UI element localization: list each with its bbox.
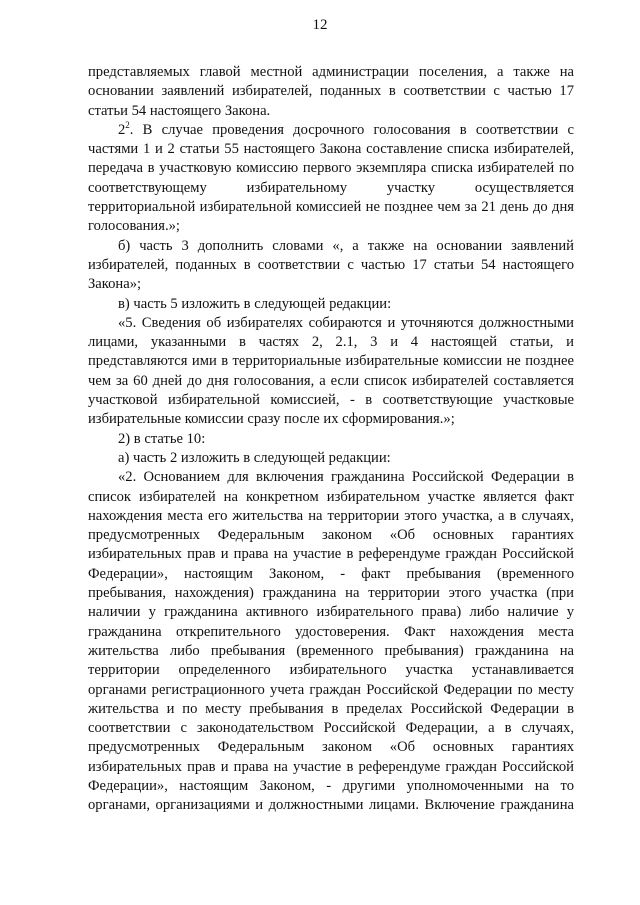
line-text: соответствии с законодательством Российской Федерации, а в случаях,	[88, 720, 574, 737]
line-text: пребывания, нахождения) гражданина на территории этого участка (при	[88, 585, 574, 602]
line-text: представляемых главой местной администрации поселения, а также на	[88, 64, 574, 80]
line-text: «5. Сведения об избирателях собираются и уточняются должностными	[118, 314, 574, 331]
text-line	[88, 507, 574, 526]
text-line	[88, 430, 574, 449]
paragraph	[88, 121, 574, 237]
paragraph	[88, 468, 574, 815]
text-line	[88, 758, 574, 777]
paragraph	[88, 237, 574, 295]
text-line	[88, 102, 574, 121]
text-line	[88, 584, 574, 603]
page-number: 12	[312, 17, 328, 33]
text-line	[88, 179, 574, 198]
text-line	[88, 719, 574, 738]
paragraph	[88, 314, 574, 430]
text-line	[88, 661, 574, 680]
line-text: участковой избирательной комиссией, - в соответствующие участковые	[88, 392, 574, 409]
line-text: гражданина открепительного удостоверения. Факт нахождения места	[88, 623, 574, 640]
line-text: соответствующему избирательному участку осуществляется	[88, 179, 574, 196]
line-text: Закона»;	[88, 276, 142, 293]
line-text: чем за 60 дней до дня голосования, а если список избирателей составляется	[88, 372, 574, 389]
line-text: лицами, указанными в частях 2, 2.1, 3 и 4 настоящей статьи, и	[88, 334, 574, 351]
text-line	[88, 63, 574, 82]
text-line	[88, 333, 574, 352]
text-line	[88, 488, 574, 507]
text-line	[88, 237, 574, 256]
text-line	[88, 603, 574, 622]
text-line	[88, 777, 574, 796]
line-text: частями 1 и 2 статьи 55 настоящего Закона составление списка избирателей,	[88, 141, 574, 158]
text-line	[88, 545, 574, 564]
text-line	[88, 198, 574, 217]
line-text: предусмотренных Федеральным законом «Об основных гарантиях	[88, 527, 574, 544]
line-text: «2. Основанием для включения гражданина Российской Федерации в	[118, 469, 574, 486]
line-text: избирательных прав и права на участие в референдуме граждан Российской	[88, 546, 574, 563]
line-text: представляются ими в территориальные избирательные комиссии не позднее	[88, 353, 574, 370]
text-line	[88, 468, 574, 487]
text-line	[88, 121, 574, 140]
text-line	[88, 642, 574, 661]
line-text: предусмотренных Федеральным законом «Об основных гарантиях	[88, 739, 574, 756]
line-text: избирателей, поданных в соответствии с частью 17 статьи 54 настоящего	[88, 256, 574, 273]
line-text: нахождения места его жительства на территории этого участка, а в случаях,	[88, 507, 574, 524]
paragraph	[88, 449, 574, 468]
line-text: органами регистрационного учета граждан Российской Федерации по месту	[88, 681, 574, 698]
text-line	[88, 295, 574, 314]
text-line	[88, 372, 574, 391]
text-line	[88, 738, 574, 757]
line-text: наличии у гражданина активного избирательного права) либо наличие у	[88, 604, 574, 621]
line-text: Федерации», настоящим Законом, - факт пребывания (временного	[88, 565, 574, 582]
line-text: территории определенного избирательного участка устанавливается	[88, 662, 574, 679]
text-line	[88, 159, 574, 178]
line-text: статьи 54 настоящего Закона.	[88, 102, 271, 119]
line-text: а) часть 2 изложить в следующей редакции:	[118, 449, 391, 466]
document-body	[88, 63, 574, 816]
text-line	[88, 217, 574, 236]
text-line	[88, 256, 574, 275]
line-text: органами, организациями и должностными лицами. Включение гражданина	[88, 797, 574, 814]
line-text: . В случае проведения досрочного голосования в соответствии с	[129, 121, 574, 138]
text-line	[88, 82, 574, 101]
paragraph	[88, 63, 574, 121]
clause-number-superscript: 2	[125, 120, 130, 131]
paragraph	[88, 430, 574, 449]
text-line	[88, 526, 574, 545]
text-line	[88, 140, 574, 159]
text-line	[88, 700, 574, 719]
line-text: избирательные комиссии сразу после их сформирования.»;	[88, 411, 455, 428]
line-text: жительства и по месту пребывания в пределах Российской Федерации в	[88, 700, 574, 717]
text-line	[88, 275, 574, 294]
text-line	[88, 449, 574, 468]
line-text: основании заявлений избирателей, поданных в соответствии с частью 17	[88, 83, 574, 100]
line-text: б) часть 3 дополнить словами «, а также на основании заявлений	[118, 237, 574, 254]
line-text: территориальной избирательной комиссией не позднее чем за 21 день до дня	[88, 199, 574, 216]
line-text: избирательных прав и права на участие в референдуме граждан Российской	[88, 758, 574, 775]
line-text: жительства либо пребывания (временного пребывания) гражданина на	[88, 642, 574, 659]
text-line	[88, 796, 574, 815]
text-line	[88, 314, 574, 333]
text-line	[88, 565, 574, 584]
line-text: передача в участковую комиссию первого экземпляра списка избирателей по	[88, 160, 574, 177]
line-text: в) часть 5 изложить в следующей редакции:	[118, 295, 392, 312]
text-line	[88, 681, 574, 700]
text-line	[88, 391, 574, 410]
text-line	[88, 410, 574, 429]
text-line	[88, 352, 574, 371]
paragraph	[88, 295, 574, 314]
line-text: голосования.»;	[88, 218, 180, 235]
line-text: Федерации», настоящим Законом, - другими уполномоченными на то	[88, 777, 574, 794]
text-line	[88, 623, 574, 642]
line-text: список избирателей на конкретном избирательном участке является факт	[88, 488, 574, 505]
line-text: 2) в статье 10:	[118, 430, 206, 447]
clause-number: 2	[118, 121, 126, 138]
